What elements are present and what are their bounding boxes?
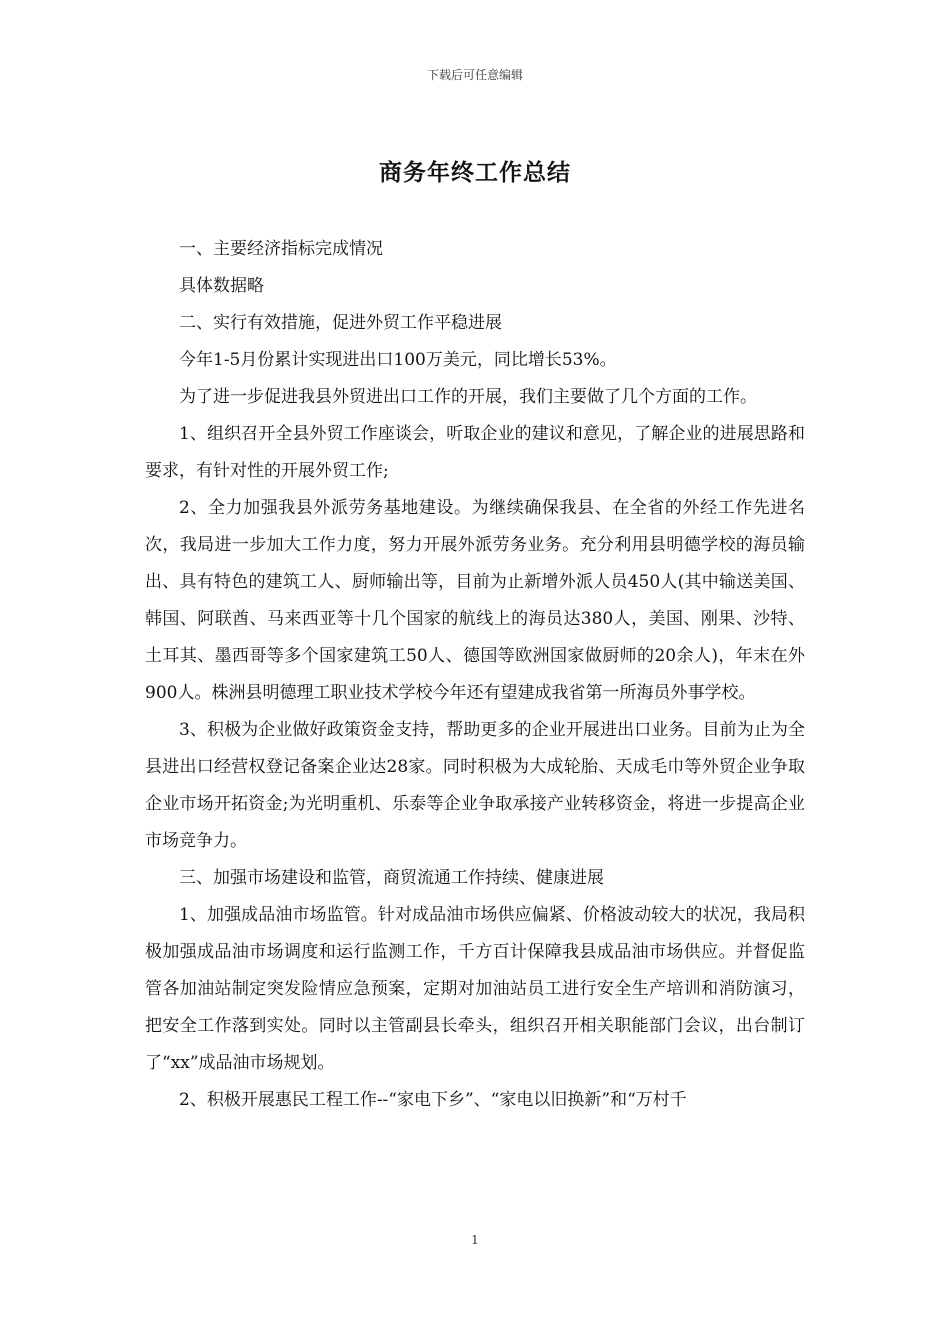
paragraph: 2、全力加强我县外派劳务基地建设。为继续确保我县、在全省的外经工作先进名次，我局进一步加大工作力度，努力开展外派劳务业务。充分利用县明德学校的海员输出、具有特色的建筑工人、厨师输出等，目前为止新增外派人员450人(其中输送美国、韩国、阿联酋、马来西亚等十几个国家的航线上的海员达380人，美国、刚果、沙特、土耳其、墨西哥等多个国家建筑工50人、德国等欧洲国家做厨师的20余人)，年末在外900人。株洲县明德理工职业技术学校今年还有望建成我省第一所海员外事学校。: [145, 498, 805, 703]
paragraph: 1、组织召开全县外贸工作座谈会，听取企业的建议和意见，了解企业的进展思路和要求，有针对性的开展外贸工作;: [145, 424, 805, 481]
paragraph: 1、加强成品油市场监管。针对成品油市场供应偏紧、价格波动较大的状况，我局积极加强成品油市场调度和运行监测工作，千方百计保障我县成品油市场供应。并督促监管各加油站制定突发险情应急预案，定期对加油站员工进行安全生产培训和消防演习，把安全工作落到实处。同时以主管副县长牵头，组织召开相关职能部门会议，出台制订了“xx”成品油市场规划。: [145, 905, 805, 1073]
paragraph: 具体数据略: [179, 276, 264, 296]
document-body: [145, 231, 805, 1119]
paragraph: 今年1-5月份累计实现进出口100万美元，同比增长53%。: [179, 350, 617, 370]
page-number: 1: [471, 1233, 479, 1247]
document-title: 商务年终工作总结: [379, 159, 571, 186]
section-heading-1: 一、主要经济指标完成情况: [179, 239, 383, 259]
section-heading-3: 三、加强市场建设和监管，商贸流通工作持续、健康进展: [179, 868, 604, 888]
paragraph: 2、积极开展惠民工程工作--“家电下乡”、“家电以旧换新”和“万村千: [179, 1090, 687, 1110]
section-heading-2: 二、实行有效措施，促进外贸工作平稳进展: [179, 313, 502, 333]
paragraph: 3、积极为企业做好政策资金支持，帮助更多的企业开展进出口业务。目前为止为全县进出口经营权登记备案企业达28家。同时积极为大成轮胎、天成毛巾等外贸企业争取企业市场开拓资金;为光明重机、乐泰等企业争取承接产业转移资金，将进一步提高企业市场竞争力。: [145, 720, 805, 851]
paragraph: 为了进一步促进我县外贸进出口工作的开展，我们主要做了几个方面的工作。: [179, 387, 757, 407]
header-note: 下载后可任意编辑: [426, 68, 523, 82]
